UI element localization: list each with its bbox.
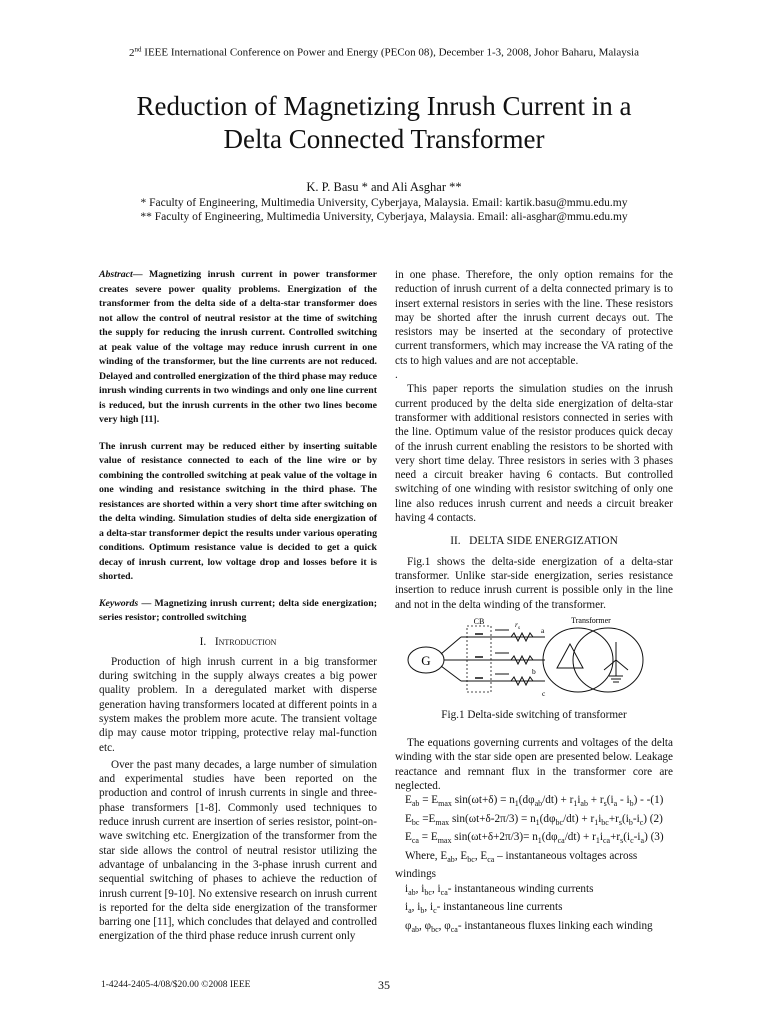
circuit-figure [395, 616, 673, 702]
keywords-paragraph [99, 597, 377, 626]
copyright-footer: 1-4244-2405-4/08/$20.00 ©2008 IEEE [101, 980, 251, 990]
page-number: 35 [378, 978, 390, 992]
section-title: Introduction [214, 635, 277, 648]
where-line: Where, $E_{ab}$, $E_{bc}$, $E_{ca}$ – instantaneous voltages across [405, 849, 638, 865]
definition-3: $\varphi_{ab}$, $\varphi_{bc}$, $\varphi_{ca}-$ instantaneous fluxes linking each winding [405, 919, 653, 935]
intro-paragraph-2: Over the past many decades, a large number of simulation and experimental studies have been reported on the production and control of inrush currents in single and three-phase transformers [1-8]. Commonly used techniques to reduce inrush current are insertion of series resistor, point-on-wave switching etc. Energization of the transformer from the star side allows the control of neutral resistor utilizing the advantage of unbalancing in the 3-phase inrush current and sequential switching of phases to achieve the reduction of inrush current [9-10]. No extensive research on inrush current is reported for the delta side energization of the transformer barring one [11], which concludes that delayed and controlled energization of the third phase reduce inrush current only [99, 758, 377, 943]
circuit-breaker-box [467, 626, 491, 692]
right-paragraph-2: This paper reports the simulation studies on the inrush current produced by the delta side energization of delta-star transformer with additional resistors connected in series with the line. Optimum value of the resistor produces quick decay of the inrush current enabling the resistors to be shorted with very short time delay. Three resistors in series with 3 phases need a circuit breaker having 6 contacts. But controlled switching of one winding with resistor switching of only one line also reduces inrush current and needs a circuit breaker having 4 contacts. [395, 383, 673, 525]
section-number: II. [450, 535, 461, 548]
label-c: c [542, 688, 546, 698]
definition-2: $i_a$, $i_b$, $i_c-$ instantaneous line currents [405, 901, 563, 916]
affiliations [0, 196, 768, 224]
section-title: DELTA SIDE ENERGIZATION [469, 535, 618, 548]
authors: K. P. Basu * and Ali Asghar ** [306, 180, 462, 194]
keywords-text: Magnetizing inrush current; delta side energization; series resistor; controlled switching [99, 597, 377, 623]
equation-2: $E_{bc} =E_{max}$ $\sin(\omega t+\delta-2\pi/3) = n_1(d\varphi_{bc}/dt) + r_1i_{bc}+r_s(i_b-i_c)$ (2) [405, 812, 663, 828]
affiliation-2: ** Faculty of Engineering, Multimedia University, Cyberjaya, Malaysia. Email: ali-asghar@mmu.edu.my [140, 211, 628, 223]
conference-ordinal: 2nd [129, 45, 142, 59]
paper-title [60, 90, 708, 156]
definitions-block [395, 882, 673, 938]
equation-3: $E_{ca} = E_{max}$ $\sin(\omega t+\delta+2\pi/3)= n_1(d\varphi_{ca}/dt) + r_1i_{ca}+r_s(i_c-i_a)$ (3) [405, 831, 664, 846]
title-line-1: Reduction of Magnetizing Inrush Current in a [136, 91, 632, 121]
left-column [99, 268, 377, 944]
transformer-primary-circle [541, 625, 613, 692]
stray-dot: . [395, 369, 398, 382]
abstract-paragraph [99, 268, 377, 428]
equations-intro: The equations governing currents and voltages of the delta winding with the star side open are presented below. Leakage reactance and remnant flux in the transformer core are neglected. [395, 737, 673, 793]
where-line-cont: windings [395, 868, 437, 881]
delta-symbol [557, 644, 583, 668]
keywords-dash: — [138, 597, 155, 609]
circuit-diagram [395, 616, 673, 702]
section-number: I. [199, 635, 207, 648]
section-heading-delta [395, 534, 673, 548]
equation-1: $E_{ab} = E_{max}$ $\sin(\omega t+\delta) = n_1(d\varphi_{ab}/dt) + r_1i_{ab} + r_s(i_a - i_b) - -(1)$ [405, 794, 664, 809]
generator-label: G [421, 652, 431, 668]
affiliation-1: * Faculty of Engineering, Multimedia University, Cyberjaya, Malaysia. Email: kartik.basu@mmu.edu.my [140, 197, 628, 209]
cb-label: CB [473, 616, 485, 626]
right-paragraph-1: in one phase. Therefore, the only option remains for the reduction of inrush current of a delta connected primary is to insert external resistors in series with the line. These resistors may be shorted after the inrush current decays out. The resistors may be inserted at the secondary of protective current transformers, which may increase the VA rating of the cts to high values and are not acceptable. [395, 269, 673, 367]
rs-label: $r_s$ [515, 619, 521, 631]
keywords-label: Keywords [99, 597, 139, 609]
intro-paragraph-1: Production of high inrush current in a big transformer during switching in the supply always creates a big power quality problem. In a deregulated market with disperse generation having transformers located at different points in a system makes the problem more acute. The transient voltage dip may cause motor tripping, protective relay mal-function etc. [99, 655, 377, 754]
conference-header [0, 43, 768, 60]
abstract-paragraph-2: The inrush current may be reduced either by inserting suitable value of resistance connected to each of the line wire or by combining the controlled switching at peak value of the voltage in one winding and resistance switching in the third phase. The resistances are shorted within a very short time after switching on the delta winding. Simulation studies of delta side energization of a delta-star transformer depict the results under various operating conditions. Optimum resistance value is decided to get a quick decay of inrush current, low voltage drop and losses before it is shorted. [99, 440, 377, 582]
abstract-dash: — [132, 269, 149, 280]
title-line-2: Delta Connected Transformer [223, 124, 545, 154]
conference-text: IEEE International Conference on Power and Energy (PECon 08), December 1-3, 2008, Johor Baharu, Malaysia [141, 46, 639, 59]
label-a: a [541, 625, 545, 635]
section-heading-intro [99, 635, 377, 649]
transformer-label: Transformer [571, 615, 611, 625]
delta-paragraph-1: Fig.1 shows the delta-side energization of a delta-star transformer. Unlike star-side energization, series resistance insertion to reduce inrush current is possible only in the line and not in the delta winding of the transformer. [395, 555, 673, 611]
definition-1: $i_{ab}$, $i_{bc}$, $i_{ca}-$ instantaneous winding currents [405, 882, 594, 897]
abstract-label: Abstract [99, 269, 133, 280]
abstract-text: Magnetizing inrush current in power transformer creates severe power quality problems. Energization of the transformer from the delta side of a delta-star transformer does not allow the control of neutral resistor at the time of switching the supply for reducing the inrush current. Controlled switching at peak value of the voltage may reduce inrush current in one winding of the transformer, but the line currents are not reduced. Delayed and controlled energization of the third phase may reduce inrush winding currents in two windings and only one line current is reduced, but the inrush currents in the other two lines become very high [11]. [99, 269, 378, 425]
transformer-secondary-circle [573, 628, 643, 692]
figure-caption: Fig.1 Delta-side switching of transformer [441, 708, 627, 721]
equations-block [395, 793, 673, 867]
right-column [395, 268, 673, 937]
label-b: b [532, 666, 536, 676]
